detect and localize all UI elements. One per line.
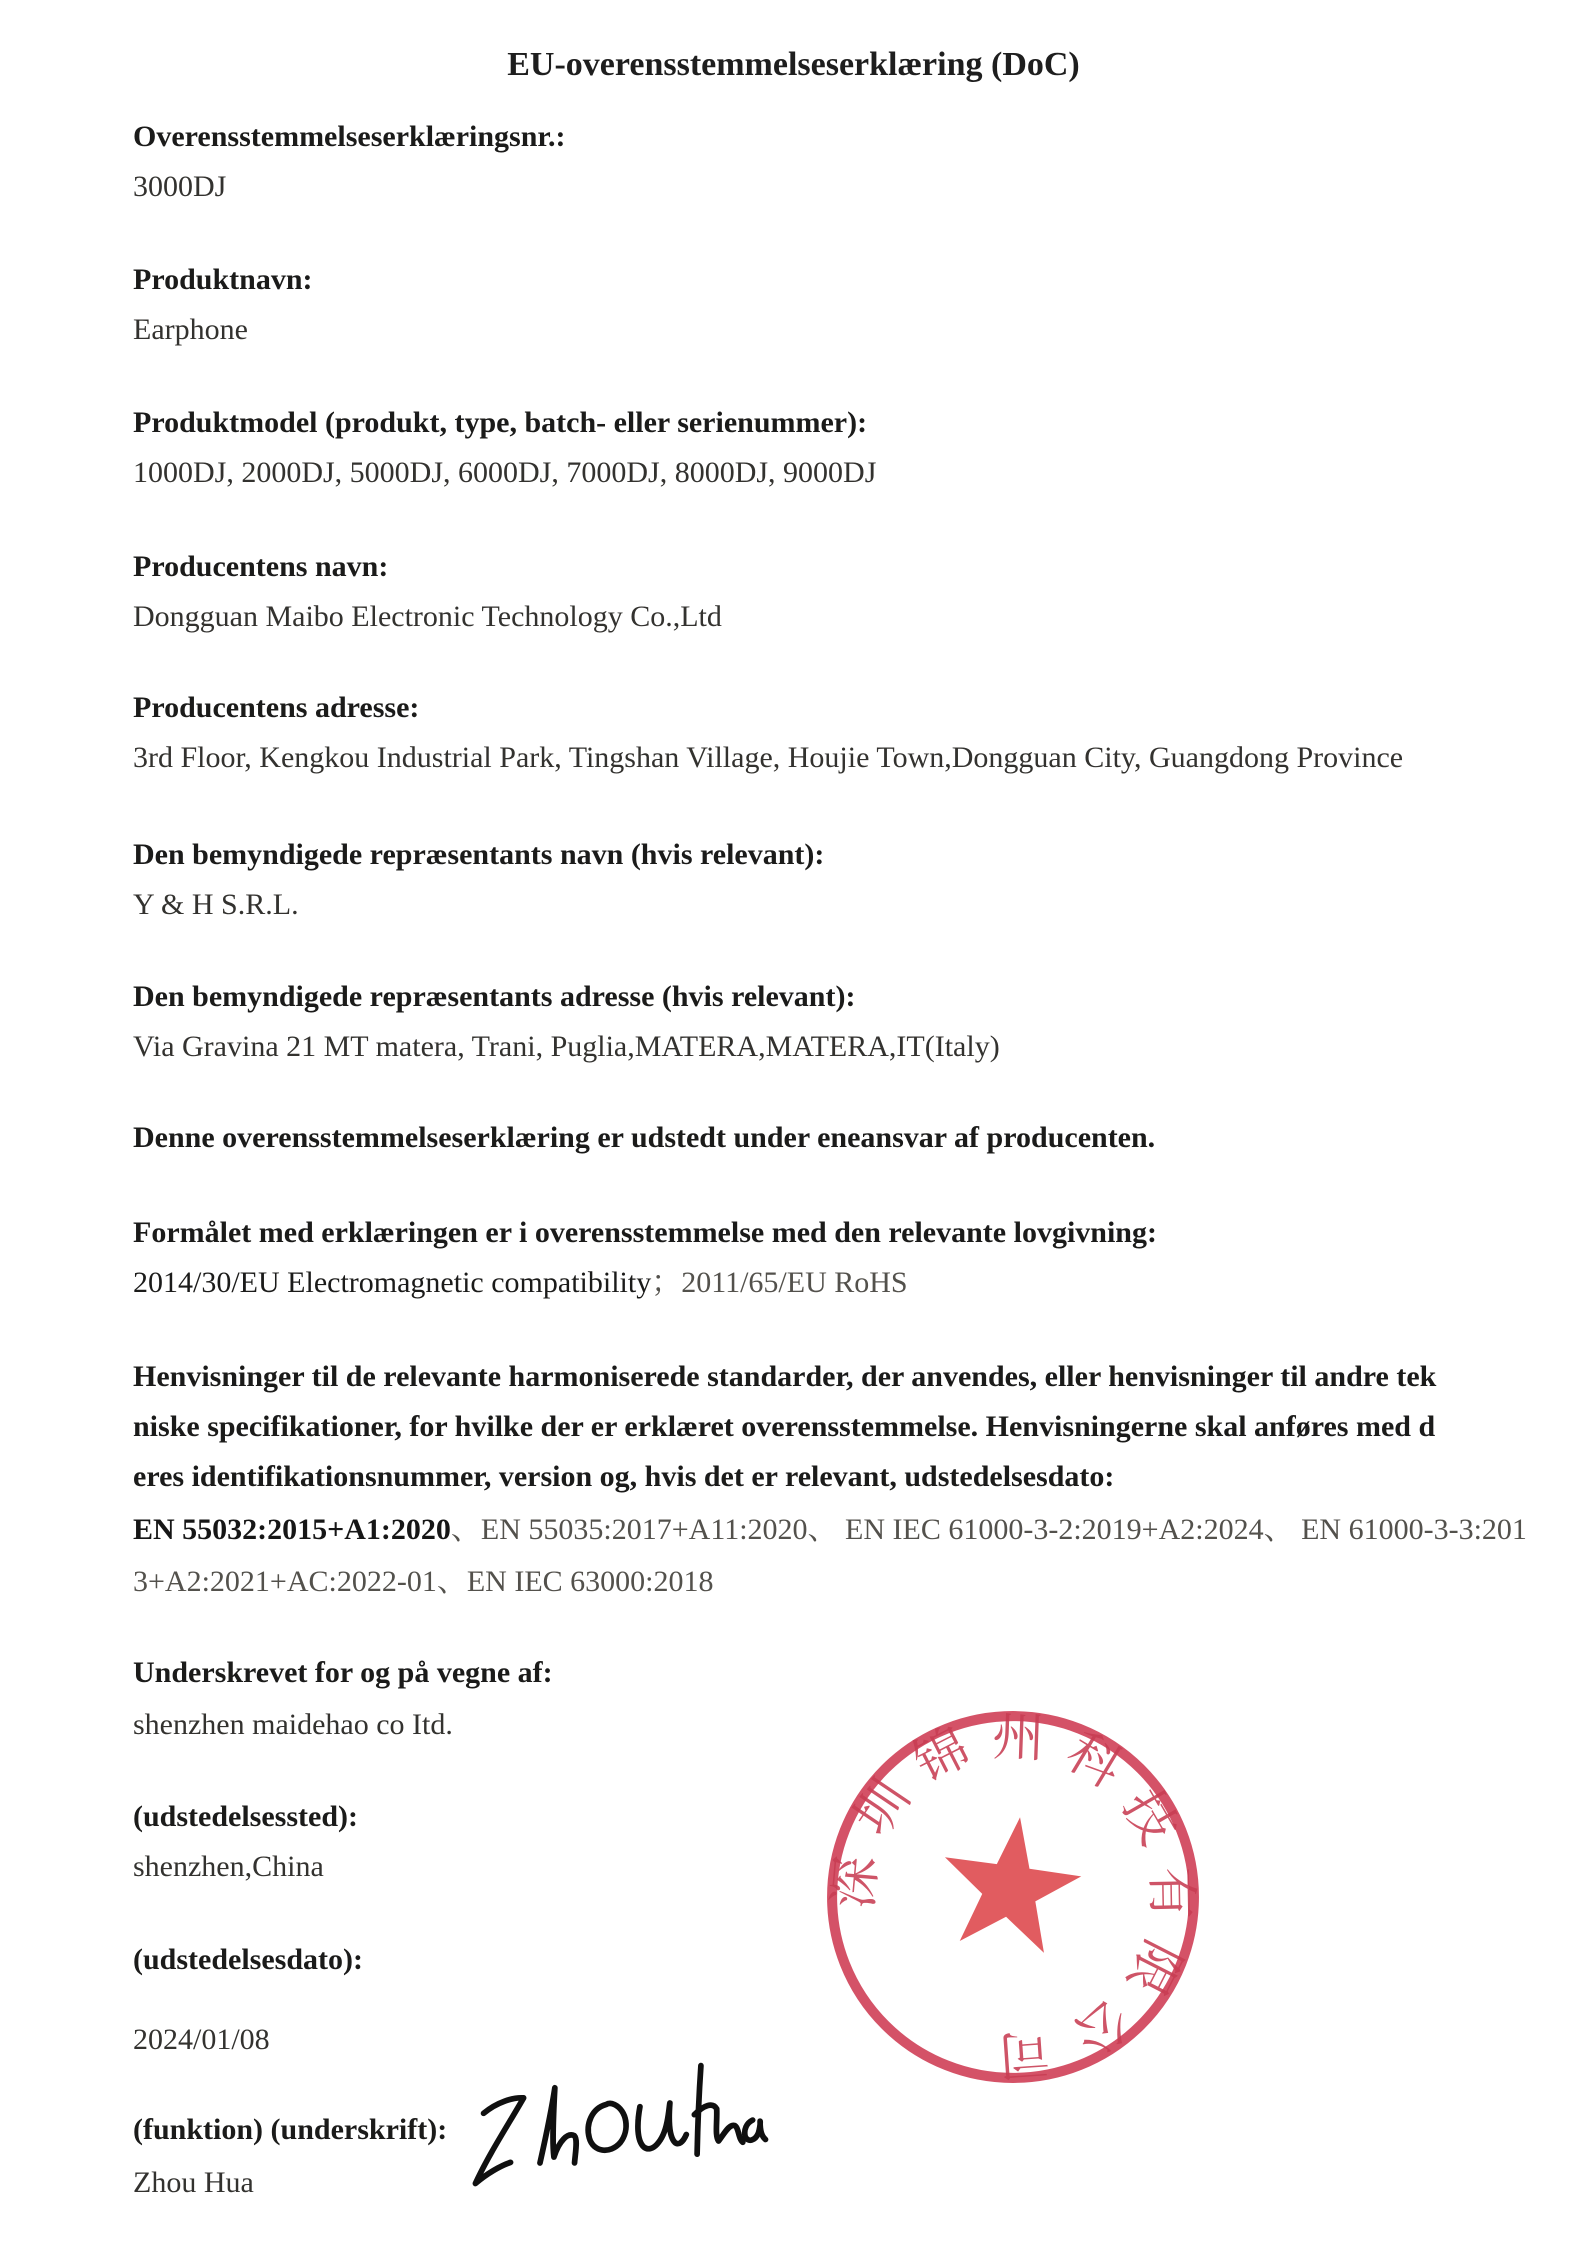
field-value-issue-date: 2024/01/08 xyxy=(133,2023,270,2056)
signature-o-stroke xyxy=(585,2102,629,2152)
field-label-legislation: Formålet med erklæringen er i overensstemmelse med den relevante lovgivning: xyxy=(133,1216,1157,1249)
signature-h-stroke xyxy=(531,2086,579,2167)
field-value-representative-address: Via Gravina 21 MT matera, Trani, Puglia,MATERA,MATERA,IT(Italy) xyxy=(133,1030,1000,1063)
stamp-star xyxy=(945,1817,1081,1953)
stamp-char-2: 圳 xyxy=(842,1768,922,1847)
field-value-doc-number: 3000DJ xyxy=(133,170,227,203)
field-value-manufacturer-name: Dongguan Maibo Electronic Technology Co.,Ltd xyxy=(133,600,722,633)
legislation-separator: ； xyxy=(651,1266,682,1299)
document-title: EU-overensstemmelseserklæring (DoC) xyxy=(507,46,1080,83)
stamp-char-8: 限 xyxy=(1114,1930,1193,2005)
stamp-char-9: 公 xyxy=(1062,1987,1141,2067)
field-label-issue-date: (udstedelsesdato): xyxy=(133,1943,363,1976)
legislation-secondary: 2011/65/EU RoHS xyxy=(681,1266,908,1299)
standards-bold-part: EN 55032:2015+A1:2020 xyxy=(133,1513,451,1546)
field-label-manufacturer-address: Producentens adresse: xyxy=(133,691,420,724)
field-label-product-model: Produktmodel (produkt, type, batch- eller serienummer): xyxy=(133,406,868,439)
stamp-char-1: 深 xyxy=(822,1853,889,1911)
signature-z-stroke xyxy=(466,2097,534,2183)
field-label-manufacturer-name: Producentens navn: xyxy=(133,550,389,583)
field-value-issue-place: shenzhen,China xyxy=(133,1850,324,1883)
field-label-function-signature: (funktion) (underskrift): xyxy=(133,2113,448,2146)
field-value-legislation xyxy=(133,1258,908,1308)
standards-value-line2: 3+A2:2021+AC:2022-01、EN IEC 63000:2018 xyxy=(133,1565,714,1598)
signature-a-stroke xyxy=(743,2119,765,2142)
field-value-signed-for: shenzhen maidehao co Itd. xyxy=(133,1708,453,1741)
field-label-signed-for: Underskrevet for og på vegne af: xyxy=(133,1656,553,1689)
responsibility-statement: Denne overensstemmelseserklæring er udstedt under eneansvar af producenten. xyxy=(133,1121,1156,1154)
company-stamp xyxy=(817,1700,1209,2092)
stamp-char-10: 司 xyxy=(995,2021,1053,2086)
standards-line1-rest: 、EN 55035:2017+A11:2020、 EN IEC 61000-3-2:2019+A2:2024、 EN 61000-3-3:201 xyxy=(450,1513,1527,1546)
signature-u-stroke xyxy=(635,2101,687,2149)
legislation-primary: 2014/30/EU Electromagnetic compatibility xyxy=(133,1266,652,1299)
field-label-representative-name: Den bemyndigede repræsentants navn (hvis relevant): xyxy=(133,838,825,871)
field-label-representative-address: Den bemyndigede repræsentants adresse (hvis relevant): xyxy=(133,980,856,1013)
stamp-char-3: 锦 xyxy=(904,1716,979,1795)
standards-value-line1 xyxy=(133,1505,1527,1555)
standards-label-line1: Henvisninger til de relevante harmoniserede standarder, der anvendes, eller henvisninger til andre tek xyxy=(133,1360,1437,1393)
signature-cap-h-cross xyxy=(693,2102,742,2148)
stamp-char-5: 科 xyxy=(1056,1720,1133,1801)
field-label-product-name: Produktnavn: xyxy=(133,263,313,296)
stamp-char-7: 有 xyxy=(1140,1866,1202,1920)
signer-name: Zhou Hua xyxy=(133,2166,254,2199)
field-value-product-model: 1000DJ, 2000DJ, 5000DJ, 6000DJ, 7000DJ, 8000DJ, 9000DJ xyxy=(133,456,877,489)
field-value-representative-name: Y & H S.R.L. xyxy=(133,888,299,921)
field-value-manufacturer-address: 3rd Floor, Kengkou Industrial Park, Tingshan Village, Houjie Town,Dongguan City, Guangdong Province xyxy=(133,741,1404,774)
handwritten-signature xyxy=(449,2049,773,2204)
field-label-issue-place: (udstedelsessted): xyxy=(133,1800,358,1833)
field-label-doc-number: Overensstemmelseserklæringsnr.: xyxy=(133,120,566,153)
field-value-product-name: Earphone xyxy=(133,313,248,346)
standards-label-line2: niske specifikationer, for hvilke der er erklæret overensstemmelse. Henvisningerne skal anføres med d xyxy=(133,1410,1436,1443)
stamp-char-6: 技 xyxy=(1110,1779,1190,1855)
standards-label-line3: eres identifikationsnummer, version og, hvis det er relevant, udstedelsesdato: xyxy=(133,1460,1115,1493)
stamp-char-4: 州 xyxy=(991,1706,1046,1770)
